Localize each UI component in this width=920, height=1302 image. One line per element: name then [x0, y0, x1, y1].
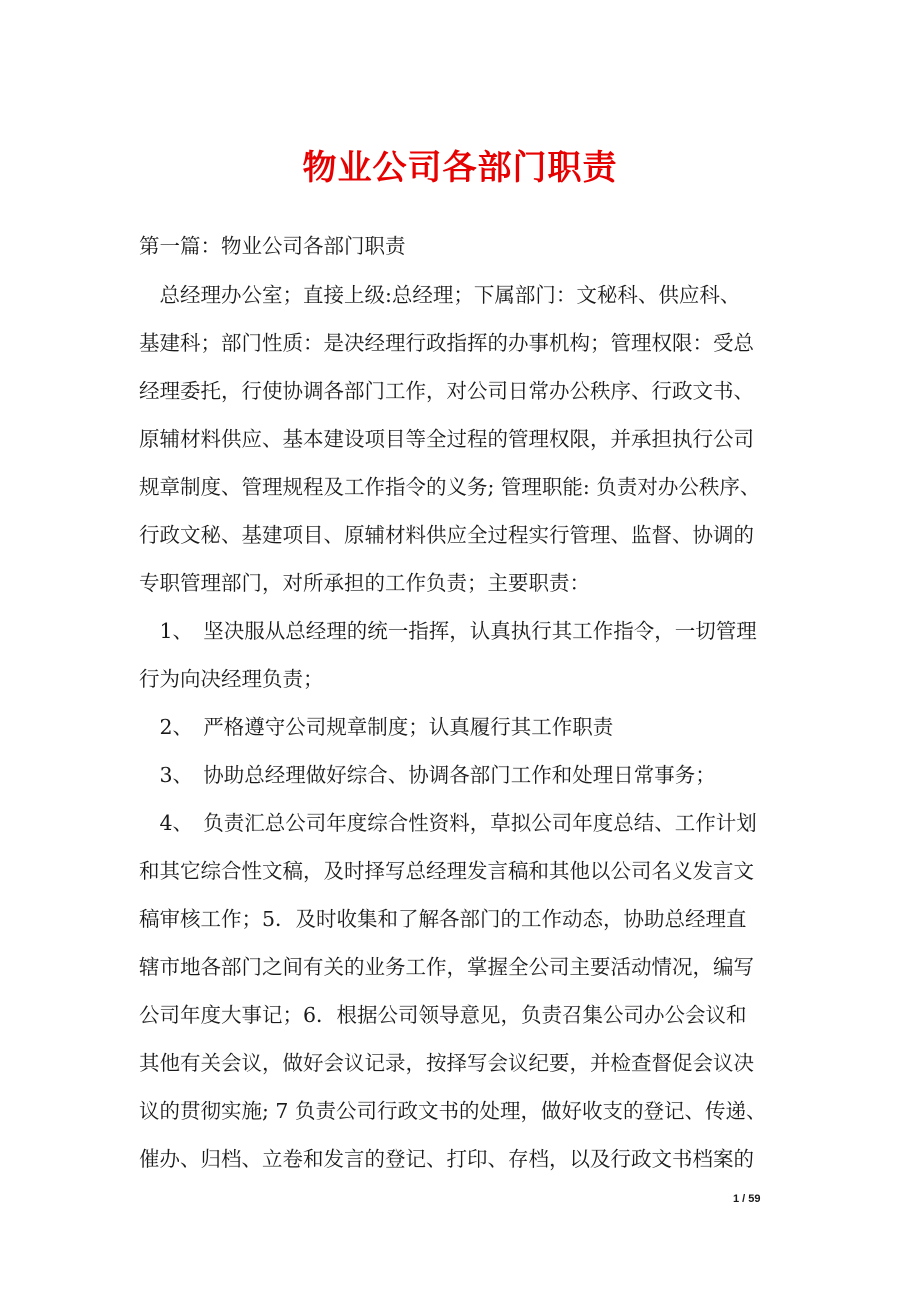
page-number: 1 / 59: [733, 1193, 761, 1205]
paragraph-line: 原辅材料供应、基本建设项目等全过程的管理权限，并承担执行公司: [139, 427, 754, 451]
paragraph-line: 经理委托，行使协调各部门工作，对公司日常办公秩序、行政文书、: [139, 379, 754, 403]
paragraph-line: 公司年度大事记；6．根据公司领导意见，负责召集公司办公会议和: [139, 1003, 747, 1027]
section-heading: 第一篇：物业公司各部门职责: [139, 234, 406, 258]
paragraph-line: 专职管理部门，对所承担的工作负责；主要职责：: [139, 571, 590, 595]
paragraph-line: 基建科；部门性质：是决经理行政指挥的办事机构；管理权限：受总: [139, 331, 754, 355]
paragraph-line: 辖市地各部门之间有关的业务工作，掌握全公司主要活动情况，编写: [139, 955, 754, 979]
list-item-line: 1、 坚决服从总经理的统一指挥，认真执行其工作指令，一切管理: [139, 619, 757, 643]
paragraph-line: 总经理办公室；直接上级:总经理；下属部门：文秘科、供应科、: [139, 283, 741, 307]
document-title: 物业公司各部门职责: [302, 148, 618, 188]
paragraph-line: 稿审核工作；5．及时收集和了解各部门的工作动态，协助总经理直: [139, 907, 747, 931]
paragraph-line: 行政文秘、基建项目、原辅材料供应全过程实行管理、监督、协调的: [139, 523, 754, 547]
paragraph-line: 催办、归档、立卷和发言的登记、打印、存档，以及行政文书档案的: [139, 1147, 754, 1171]
list-item-line: 4、 负责汇总公司年度综合性资料，草拟公司年度总结、工作计划: [139, 811, 757, 835]
list-item-line: 行为向决经理负责；: [139, 667, 324, 691]
paragraph-line: 议的贯彻实施; 7 负责公司行政文书的处理，做好收支的登记、传递、: [139, 1099, 767, 1123]
list-item-line: 3、 协助总经理做好综合、协调各部门工作和处理日常事务；: [139, 763, 716, 787]
paragraph-line: 其他有关会议，做好会议记录，按择写会议纪要，并检查督促会议决: [139, 1051, 754, 1075]
paragraph-line: 规章制度、管理规程及工作指令的义务; 管理职能: 负责对办公秩序、: [139, 475, 761, 499]
list-item-line: 2、 严格遵守公司规章制度；认真履行其工作职责: [139, 715, 614, 739]
paragraph-line: 和其它综合性文稿，及时择写总经理发言稿和其他以公司名义发言文: [139, 859, 754, 883]
